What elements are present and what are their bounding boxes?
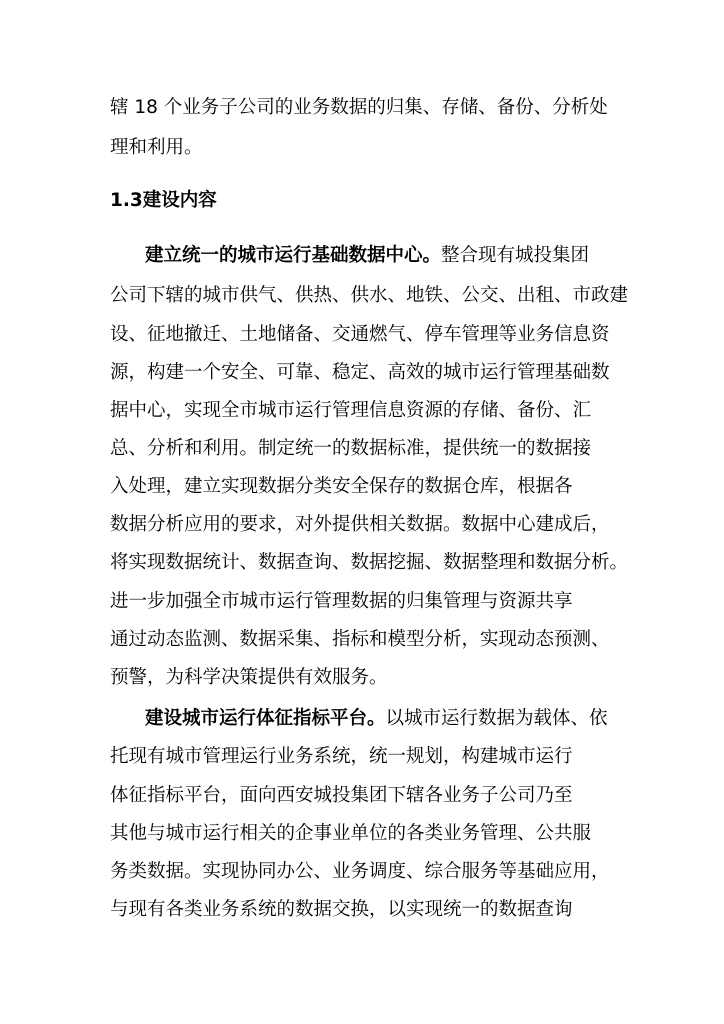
- section-heading: 1.3建设内容: [110, 190, 217, 211]
- paragraph1-line: 将实现数据统计、数据查询、数据挖掘、数据整理和数据分析。: [110, 552, 629, 573]
- paragraph1-first-line-rest: 整合现有城投集团: [441, 245, 590, 266]
- paragraph2-line: 与现有各类业务系统的数据交换，以实现统一的数据查询: [110, 899, 573, 920]
- paragraph2-line: 托现有城市管理运行业务系统，统一规划，构建城市运行: [110, 746, 573, 767]
- intro-line-1: 辖 18 个业务子公司的业务数据的归集、存储、备份、分析处: [110, 97, 608, 118]
- paragraph2-lead: 建设城市运行体征指标平台。: [145, 708, 386, 729]
- paragraph1-lead: 建立统一的城市运行基础数据中心。: [145, 245, 442, 266]
- paragraph1-line: 总、分析和利用。制定统一的数据标准，提供统一的数据接: [110, 438, 592, 459]
- paragraph2-line: 体征指标平台，面向西安城投集团下辖各业务子公司乃至: [110, 785, 573, 806]
- paragraph2-line: 务类数据。实现协同办公、业务调度、综合服务等基础应用，: [110, 861, 610, 882]
- paragraph2-first-line: [145, 707, 608, 731]
- paragraph1-line: 设、征地撤迁、土地储备、交通燃气、停车管理等业务信息资: [110, 324, 610, 345]
- paragraph1-line: 数据分析应用的要求，对外提供相关数据。数据中心建成后，: [110, 514, 610, 535]
- paragraph1-line: 公司下辖的城市供气、供热、供水、地铁、公交、出租、市政建: [110, 285, 629, 306]
- paragraph1-line: 预警，为科学决策提供有效服务。: [110, 667, 388, 688]
- paragraph1-line: 入处理，建立实现数据分类安全保存的数据仓库，根据各: [110, 476, 573, 497]
- paragraph1-line: 据中心，实现全市城市运行管理信息资源的存储、备份、汇: [110, 400, 592, 421]
- paragraph1-line: 通过动态监测、数据采集、指标和模型分析，实现动态预测、: [110, 629, 610, 650]
- intro-line-2: 理和利用。: [110, 137, 203, 158]
- paragraph1-line: 源，构建一个安全、可靠、稳定、高效的城市运行管理基础数: [110, 362, 610, 383]
- paragraph2-line: 其他与城市运行相关的企事业单位的各类业务管理、公共服: [110, 823, 592, 844]
- paragraph1-line: 进一步加强全市城市运行管理数据的归集管理与资源共享: [110, 591, 573, 612]
- paragraph1-first-line: [145, 244, 589, 268]
- paragraph2-first-line-rest: 以城市运行数据为载体、依: [385, 708, 608, 729]
